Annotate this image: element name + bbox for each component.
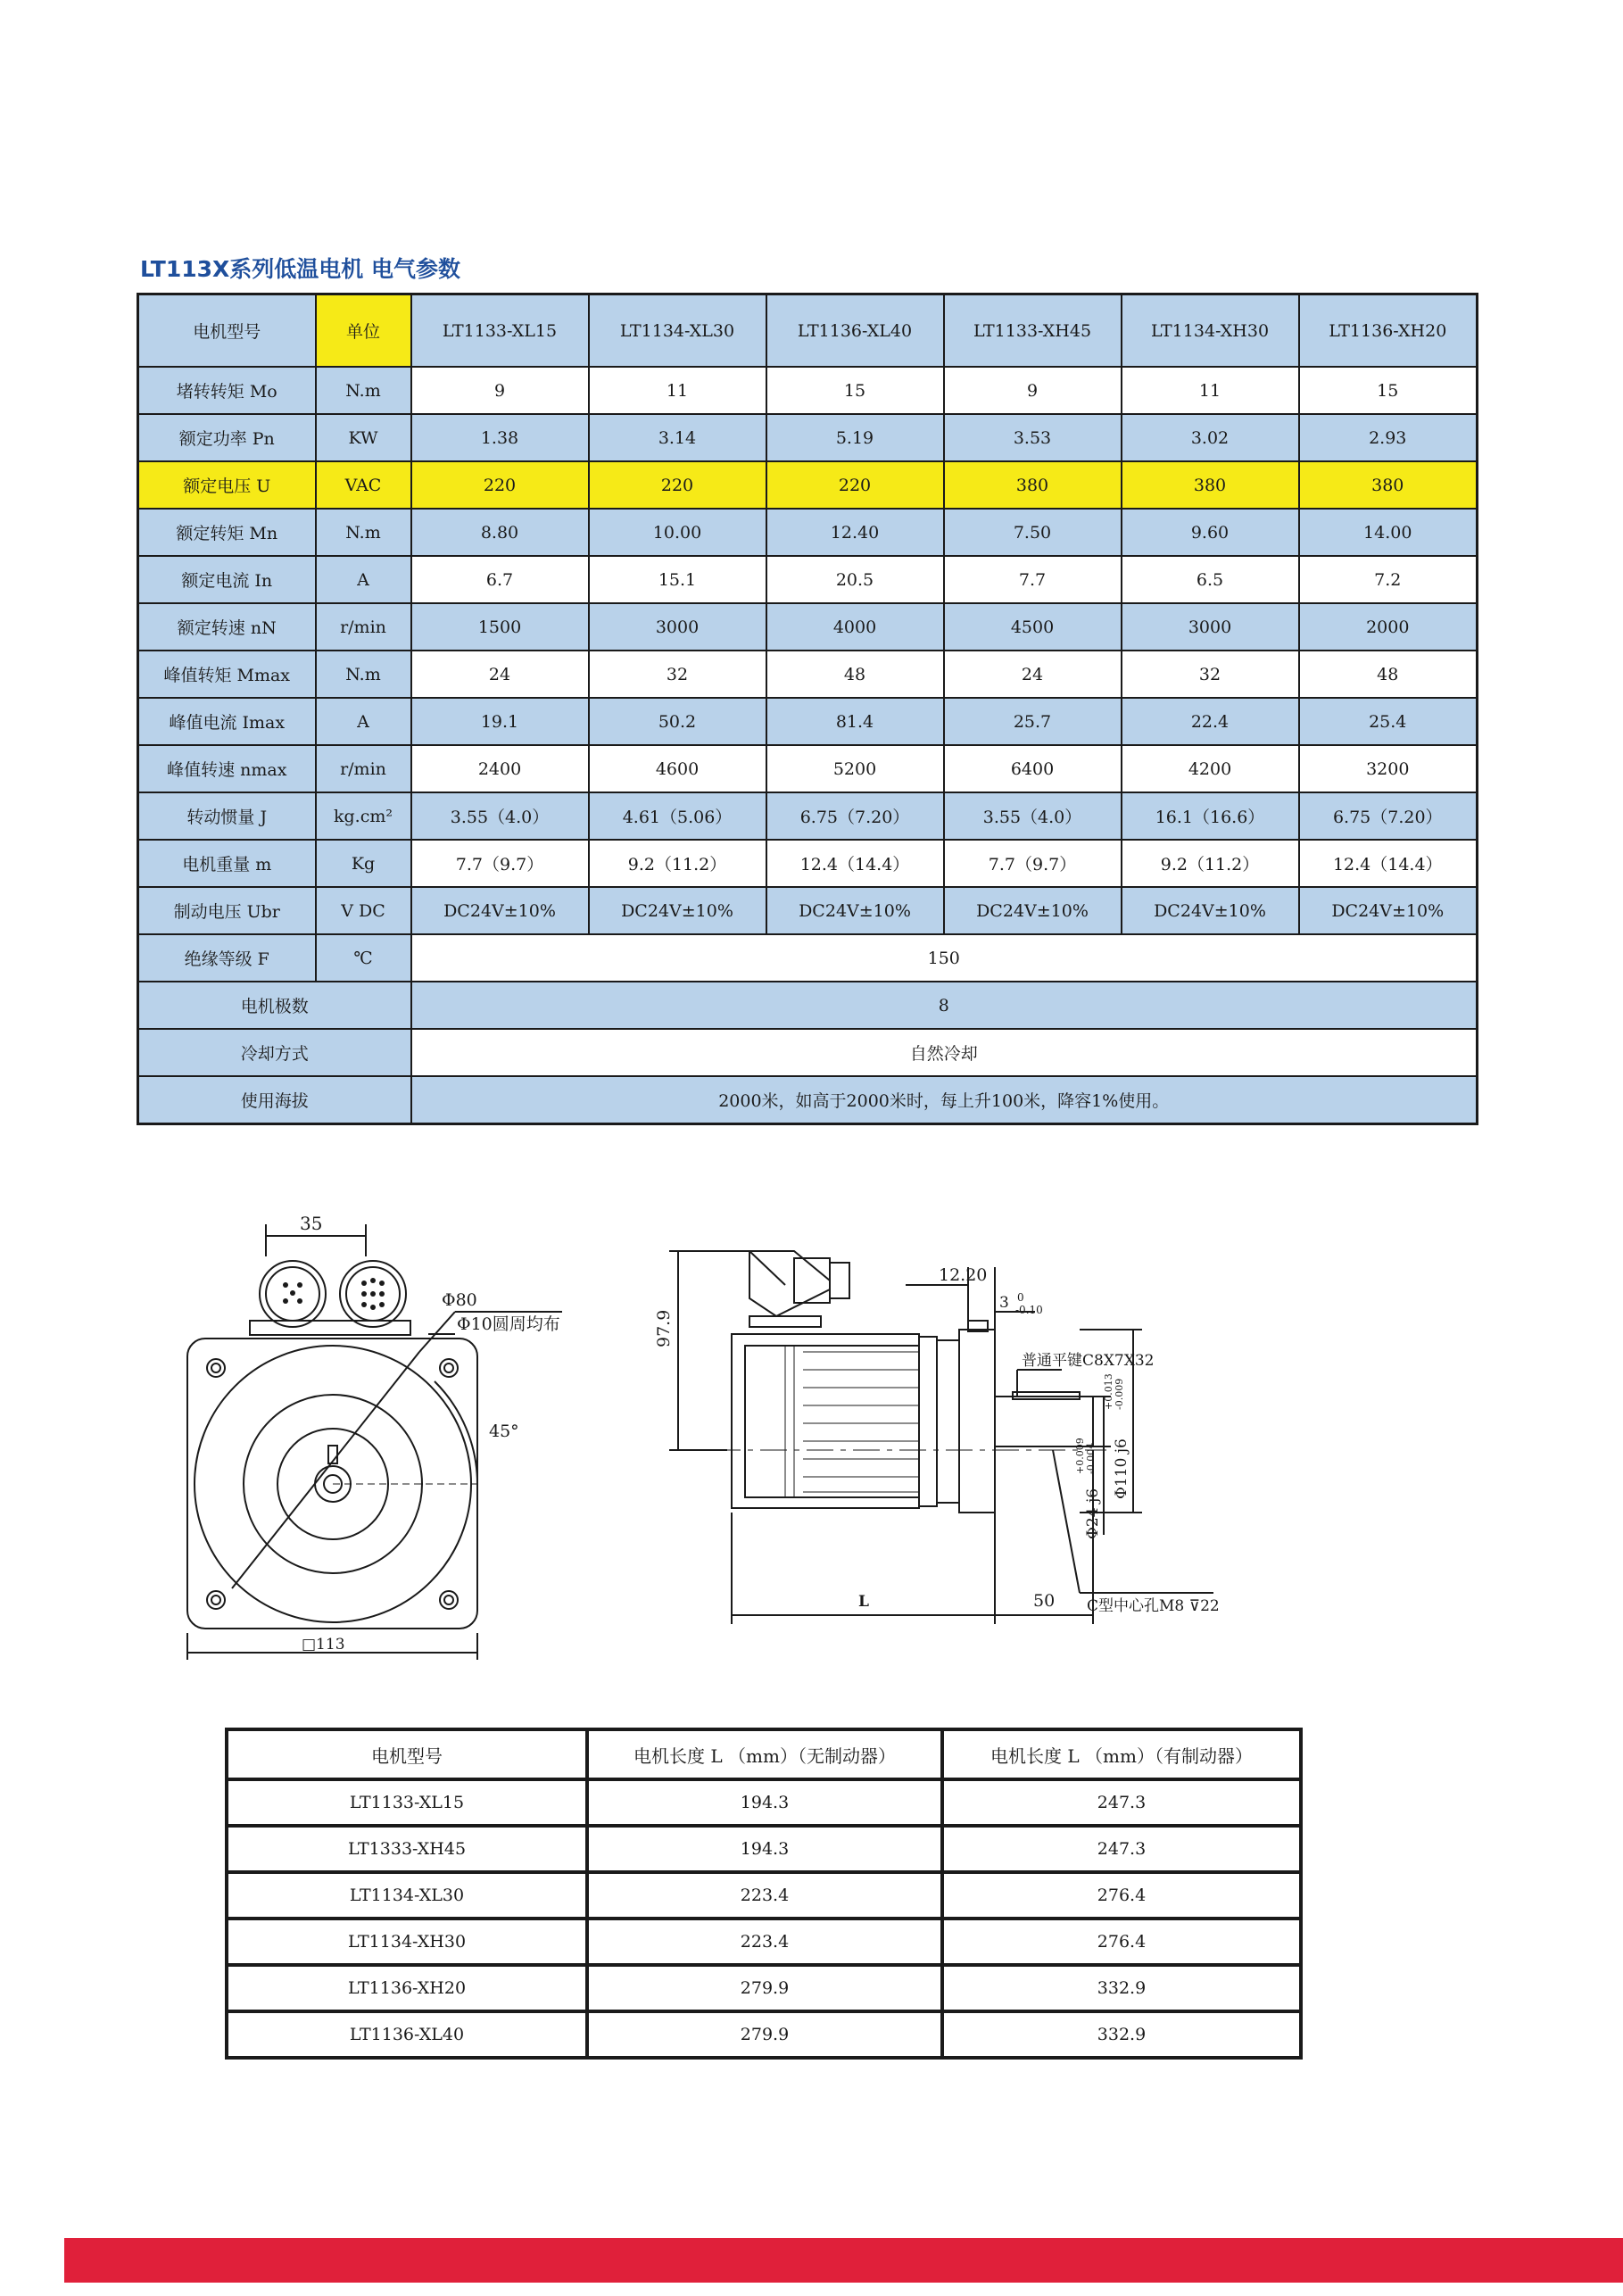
row-value: 9	[944, 367, 1122, 414]
phi24-tol-upper: +0.009	[1074, 1438, 1086, 1474]
spec-row	[138, 603, 1478, 651]
header-model: LT1134-XL30	[589, 294, 766, 368]
row-value: 380	[1122, 461, 1299, 509]
row-value: 19.1	[411, 698, 589, 745]
row-value: 4.61（5.06）	[589, 792, 766, 840]
row-unit: KW	[316, 414, 411, 461]
dim-12-20: 12.20	[939, 1265, 988, 1285]
side-view-drawing	[654, 1231, 1463, 1642]
row-label: 电机重量 m	[138, 840, 316, 887]
row-value: 6.7	[411, 556, 589, 603]
phi24: Φ24 j6	[1084, 1488, 1102, 1539]
row-value: 3200	[1299, 745, 1478, 792]
spec-row-insulation	[138, 934, 1478, 982]
length-model: LT1133-XL15	[227, 1779, 587, 1826]
length-row	[227, 1779, 1301, 1826]
header-model: LT1133-XH45	[944, 294, 1122, 368]
length-no-brake: 223.4	[587, 1919, 942, 1965]
row-value: 9.2（11.2）	[589, 840, 766, 887]
phi110-tol-lower: -0.009	[1114, 1378, 1125, 1410]
row-value: 380	[1299, 461, 1478, 509]
motor-length-table	[225, 1728, 1303, 2060]
row-value: 380	[944, 461, 1122, 509]
length-with-brake: 332.9	[942, 1965, 1301, 2011]
row-value: 24	[944, 651, 1122, 698]
spec-row-cooling	[138, 1029, 1478, 1076]
spec-header-row	[138, 294, 1478, 368]
row-label: 峰值转矩 Mmax	[138, 651, 316, 698]
length-header-row	[227, 1729, 1301, 1779]
row-value: 5.19	[766, 414, 944, 461]
row-label: 额定转矩 Mn	[138, 509, 316, 556]
row-value: 7.7	[944, 556, 1122, 603]
center-hole-note: C型中心孔M8 ⊽22	[1087, 1597, 1220, 1615]
row-value: 3.14	[589, 414, 766, 461]
spec-row	[138, 745, 1478, 792]
spec-row	[138, 509, 1478, 556]
row-value: 24	[411, 651, 589, 698]
row-label: 额定转速 nN	[138, 603, 316, 651]
length-row	[227, 1919, 1301, 1965]
row-value: 48	[1299, 651, 1478, 698]
header-unit: 单位	[316, 294, 411, 368]
row-label: 使用海拔	[138, 1076, 411, 1124]
dim-50: 50	[1033, 1591, 1056, 1611]
row-value: 15	[766, 367, 944, 414]
length-row	[227, 1872, 1301, 1919]
spec-row-altitude	[138, 1076, 1478, 1124]
tol-3-lower: -0.10	[1015, 1304, 1043, 1316]
length-with-brake: 276.4	[942, 1919, 1301, 1965]
row-value: 9.60	[1122, 509, 1299, 556]
row-value: DC24V±10%	[411, 887, 589, 934]
row-unit: N.m	[316, 509, 411, 556]
header-model: LT1136-XH20	[1299, 294, 1478, 368]
row-value: 3.53	[944, 414, 1122, 461]
row-value: 2000	[1299, 603, 1478, 651]
row-value: DC24V±10%	[1122, 887, 1299, 934]
row-label: 绝缘等级 F	[138, 934, 316, 982]
length-model: LT1134-XH30	[227, 1919, 587, 1965]
spec-row	[138, 698, 1478, 745]
dim-phi80: Φ80	[442, 1290, 477, 1310]
length-no-brake: 194.3	[587, 1779, 942, 1826]
row-value: 25.7	[944, 698, 1122, 745]
row-unit: N.m	[316, 651, 411, 698]
spec-row	[138, 556, 1478, 603]
row-value: 1500	[411, 603, 589, 651]
length-with-brake: 247.3	[942, 1826, 1301, 1872]
length-header: 电机型号	[227, 1729, 587, 1779]
length-row	[227, 1965, 1301, 2011]
row-value: 3.02	[1122, 414, 1299, 461]
row-value: 3.55（4.0）	[944, 792, 1122, 840]
row-unit: VAC	[316, 461, 411, 509]
row-value: 81.4	[766, 698, 944, 745]
length-row	[227, 2011, 1301, 2058]
square-113: □113	[302, 1636, 345, 1654]
row-unit: r/min	[316, 603, 411, 651]
row-value: 12.4（14.4）	[766, 840, 944, 887]
row-value: 4000	[766, 603, 944, 651]
row-unit: ℃	[316, 934, 411, 982]
row-value: DC24V±10%	[766, 887, 944, 934]
spec-row	[138, 367, 1478, 414]
row-value: 8.80	[411, 509, 589, 556]
length-no-brake: 279.9	[587, 1965, 942, 2011]
row-value: 14.00	[1299, 509, 1478, 556]
row-value: 20.5	[766, 556, 944, 603]
row-unit: V DC	[316, 887, 411, 934]
dim-35: 35	[300, 1213, 323, 1234]
length-with-brake: 247.3	[942, 1779, 1301, 1826]
row-value: 6.5	[1122, 556, 1299, 603]
row-value: 7.2	[1299, 556, 1478, 603]
row-value: 25.4	[1299, 698, 1478, 745]
row-value: 2400	[411, 745, 589, 792]
row-unit: Kg	[316, 840, 411, 887]
spec-row-poles	[138, 982, 1478, 1029]
row-value: 12.4（14.4）	[1299, 840, 1478, 887]
row-label: 制动电压 Ubr	[138, 887, 316, 934]
spec-row	[138, 887, 1478, 934]
spec-row	[138, 840, 1478, 887]
header-model: LT1133-XL15	[411, 294, 589, 368]
row-label: 电机极数	[138, 982, 411, 1029]
page-title: LT113X系列低温电机 电气参数	[140, 256, 461, 282]
row-value: 220	[589, 461, 766, 509]
row-value: 220	[411, 461, 589, 509]
row-value: 3000	[1122, 603, 1299, 651]
length-model: LT1333-XH45	[227, 1826, 587, 1872]
row-label: 冷却方式	[138, 1029, 411, 1076]
row-value: 3.55（4.0）	[411, 792, 589, 840]
row-label: 转动惯量 J	[138, 792, 316, 840]
phi110: Φ110 j6	[1113, 1438, 1130, 1499]
footer-bar	[64, 2238, 1623, 2283]
dim-L: L	[858, 1593, 869, 1611]
spec-row	[138, 414, 1478, 461]
row-value: 12.40	[766, 509, 944, 556]
row-value: 5200	[766, 745, 944, 792]
row-label: 额定功率 Pn	[138, 414, 316, 461]
row-unit: r/min	[316, 745, 411, 792]
row-value: 2000米，如高于2000米时，每上升100米，降容1%使用。	[411, 1076, 1478, 1124]
row-unit: N.m	[316, 367, 411, 414]
header-model: LT1136-XL40	[766, 294, 944, 368]
length-no-brake: 223.4	[587, 1872, 942, 1919]
row-value: 6400	[944, 745, 1122, 792]
row-value: 22.4	[1122, 698, 1299, 745]
spec-row-highlight	[138, 461, 1478, 509]
row-value: DC24V±10%	[589, 887, 766, 934]
row-value: 10.00	[589, 509, 766, 556]
length-model: LT1134-XL30	[227, 1872, 587, 1919]
length-model: LT1136-XL40	[227, 2011, 587, 2058]
key-note: 普通平键C8X7X32	[1022, 1352, 1155, 1370]
dim-3: 3	[999, 1294, 1009, 1312]
length-row	[227, 1826, 1301, 1872]
header-label: 电机型号	[138, 294, 316, 368]
spec-row	[138, 792, 1478, 840]
row-unit: kg.cm²	[316, 792, 411, 840]
row-value: 自然冷却	[411, 1029, 1478, 1076]
row-value: 6.75（7.20）	[766, 792, 944, 840]
spec-row	[138, 651, 1478, 698]
row-value: 9	[411, 367, 589, 414]
row-value: 16.1（16.6）	[1122, 792, 1299, 840]
electrical-parameters-table	[137, 293, 1478, 1125]
row-value: 6.75（7.20）	[1299, 792, 1478, 840]
row-value: 11	[1122, 367, 1299, 414]
row-value: 150	[411, 934, 1478, 982]
angle-45: 45°	[489, 1422, 519, 1441]
dim-97-9: 97.9	[654, 1309, 674, 1347]
length-with-brake: 332.9	[942, 2011, 1301, 2058]
row-value: 15	[1299, 367, 1478, 414]
row-value: DC24V±10%	[1299, 887, 1478, 934]
row-value: 4200	[1122, 745, 1299, 792]
header-model: LT1134-XH30	[1122, 294, 1299, 368]
row-label: 额定电压 U	[138, 461, 316, 509]
row-value: 1.38	[411, 414, 589, 461]
phi24-tol-lower: -0.004	[1085, 1442, 1097, 1474]
row-value: 9.2（11.2）	[1122, 840, 1299, 887]
row-label: 额定电流 In	[138, 556, 316, 603]
row-value: 11	[589, 367, 766, 414]
row-value: 15.1	[589, 556, 766, 603]
length-no-brake: 279.9	[587, 2011, 942, 2058]
row-value: 2.93	[1299, 414, 1478, 461]
length-model: LT1136-XH20	[227, 1965, 587, 2011]
row-value: 32	[589, 651, 766, 698]
row-label: 堵转转矩 Mo	[138, 367, 316, 414]
row-value: 8	[411, 982, 1478, 1029]
row-value: 3000	[589, 603, 766, 651]
row-label: 峰值电流 Imax	[138, 698, 316, 745]
row-value: 7.50	[944, 509, 1122, 556]
row-value: 48	[766, 651, 944, 698]
row-value: 7.7（9.7）	[411, 840, 589, 887]
length-no-brake: 194.3	[587, 1826, 942, 1872]
length-with-brake: 276.4	[942, 1872, 1301, 1919]
row-unit: A	[316, 698, 411, 745]
row-value: 32	[1122, 651, 1299, 698]
row-unit: A	[316, 556, 411, 603]
row-value: 4500	[944, 603, 1122, 651]
tol-3-upper: 0	[1017, 1291, 1024, 1304]
length-header: 电机长度 L （mm）（有制动器）	[942, 1729, 1301, 1779]
row-label: 峰值转速 nmax	[138, 745, 316, 792]
row-value: 50.2	[589, 698, 766, 745]
row-value: 7.7（9.7）	[944, 840, 1122, 887]
row-value: 220	[766, 461, 944, 509]
length-header: 电机长度 L （mm）（无制动器）	[587, 1729, 942, 1779]
front-view-drawing	[161, 1205, 607, 1654]
row-value: 4600	[589, 745, 766, 792]
holes-note: Φ10圆周均布	[457, 1314, 560, 1334]
phi110-tol-upper: +0.013	[1103, 1373, 1114, 1410]
row-value: DC24V±10%	[944, 887, 1122, 934]
